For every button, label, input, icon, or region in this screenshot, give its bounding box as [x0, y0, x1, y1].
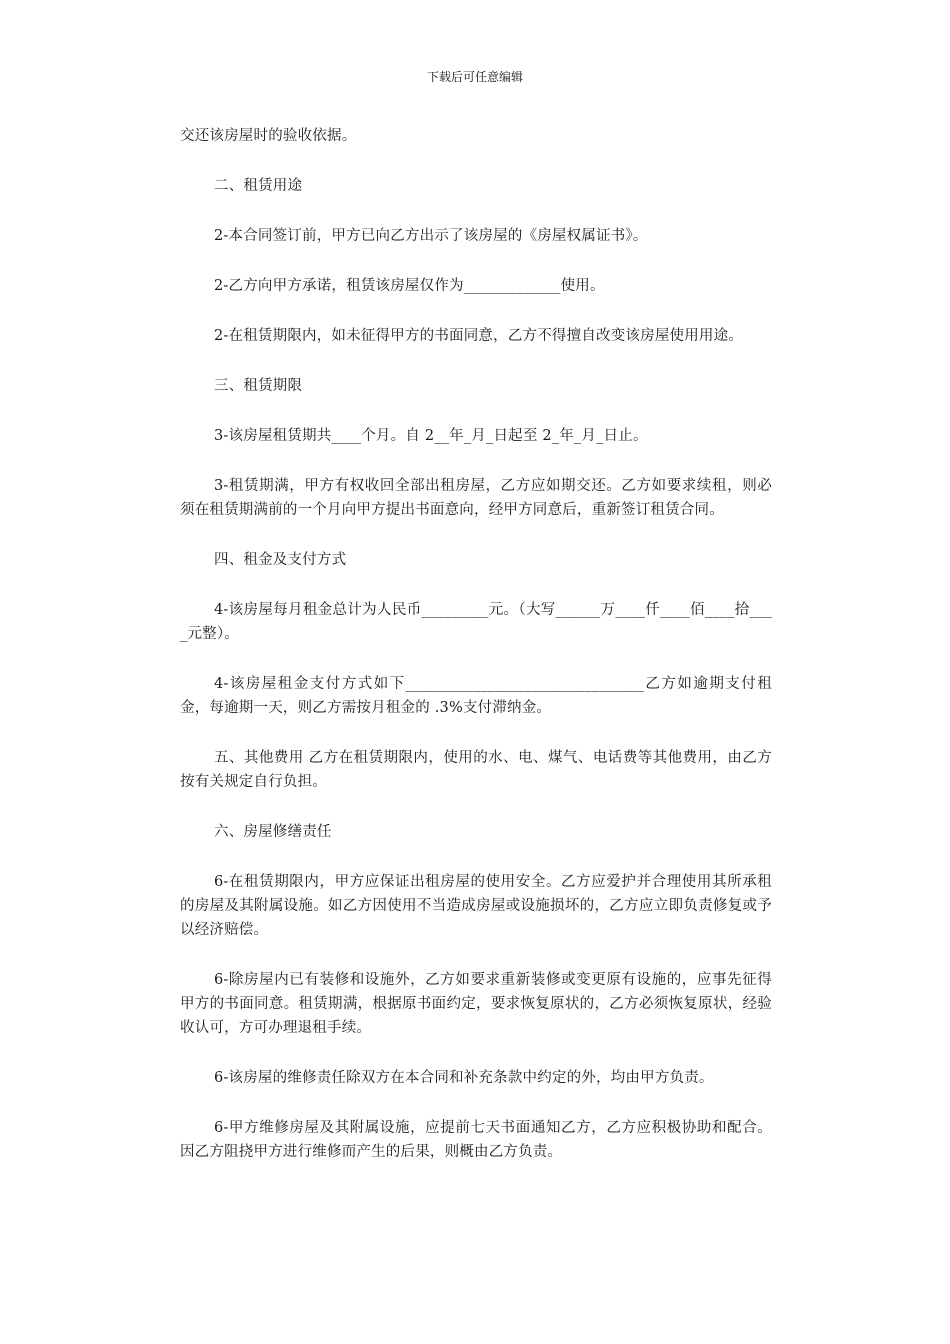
clause-2-3: 2-在租赁期限内，如未征得甲方的书面同意，乙方不得擅自改变该房屋使用用途。 — [214, 328, 744, 344]
section-heading-term: 三、租赁期限 — [214, 378, 303, 394]
clause-4-2: 4-该房屋租金支付方式如下________________________________乙方如逾期支付租金，每逾期一天，则乙方需按月租金的 .3%支付滞纳金。 — [180, 676, 772, 716]
document-body — [180, 124, 772, 1190]
clause-4-1: 4-该房屋每月租金总计为人民币_________元。（大写______万____仟____佰____拾____元整）。 — [180, 602, 772, 642]
section-other-fees: 五、其他费用 乙方在租赁期限内，使用的水、电、煤气、电话费等其他费用，由乙方按有关规定自行负担。 — [180, 750, 772, 790]
clause-3-2: 3-租赁期满，甲方有权收回全部出租房屋，乙方应如期交还。乙方如要求续租，则必须在租赁期满前的一个月向甲方提出书面意向，经甲方同意后，重新签订租赁合同。 — [180, 478, 772, 518]
clause-6-1: 6-在租赁期限内，甲方应保证出租房屋的使用安全。乙方应爱护并合理使用其所承租的房屋及其附属设施。如乙方因使用不当造成房屋或设施损坏的，乙方应立即负责修复或予以经济赔偿。 — [180, 874, 772, 938]
clause-6-2: 6-除房屋内已有装修和设施外，乙方如要求重新装修或变更原有设施的，应事先征得甲方的书面同意。租赁期满，根据原书面约定，要求恢复原状的，乙方必须恢复原状，经验收认可，方可办理退租手续。 — [180, 972, 772, 1036]
clause-2-2: 2-乙方向甲方承诺，租赁该房屋仅作为_____________使用。 — [214, 278, 605, 294]
clause-6-4: 6-甲方维修房屋及其附属设施，应提前七天书面通知乙方，乙方应积极协助和配合。因乙方阻挠甲方进行维修而产生的后果，则概由乙方负责。 — [180, 1120, 772, 1160]
paragraph-continuation: 交还该房屋时的验收依据。 — [180, 128, 357, 144]
page-header: 下载后可任意编辑 — [426, 70, 523, 84]
section-heading-usage: 二、租赁用途 — [214, 178, 303, 194]
clause-2-1: 2-本合同签订前，甲方已向乙方出示了该房屋的《房屋权属证书》。 — [214, 228, 648, 244]
section-heading-repair: 六、房屋修缮责任 — [214, 824, 332, 840]
section-heading-rent: 四、租金及支付方式 — [214, 552, 347, 568]
clause-3-1: 3-该房屋租赁期共____个月。自 2__年_月_日起至 2_年_月_日止。 — [214, 428, 648, 444]
clause-6-3: 6-该房屋的维修责任除双方在本合同和补充条款中约定的外，均由甲方负责。 — [214, 1070, 714, 1086]
